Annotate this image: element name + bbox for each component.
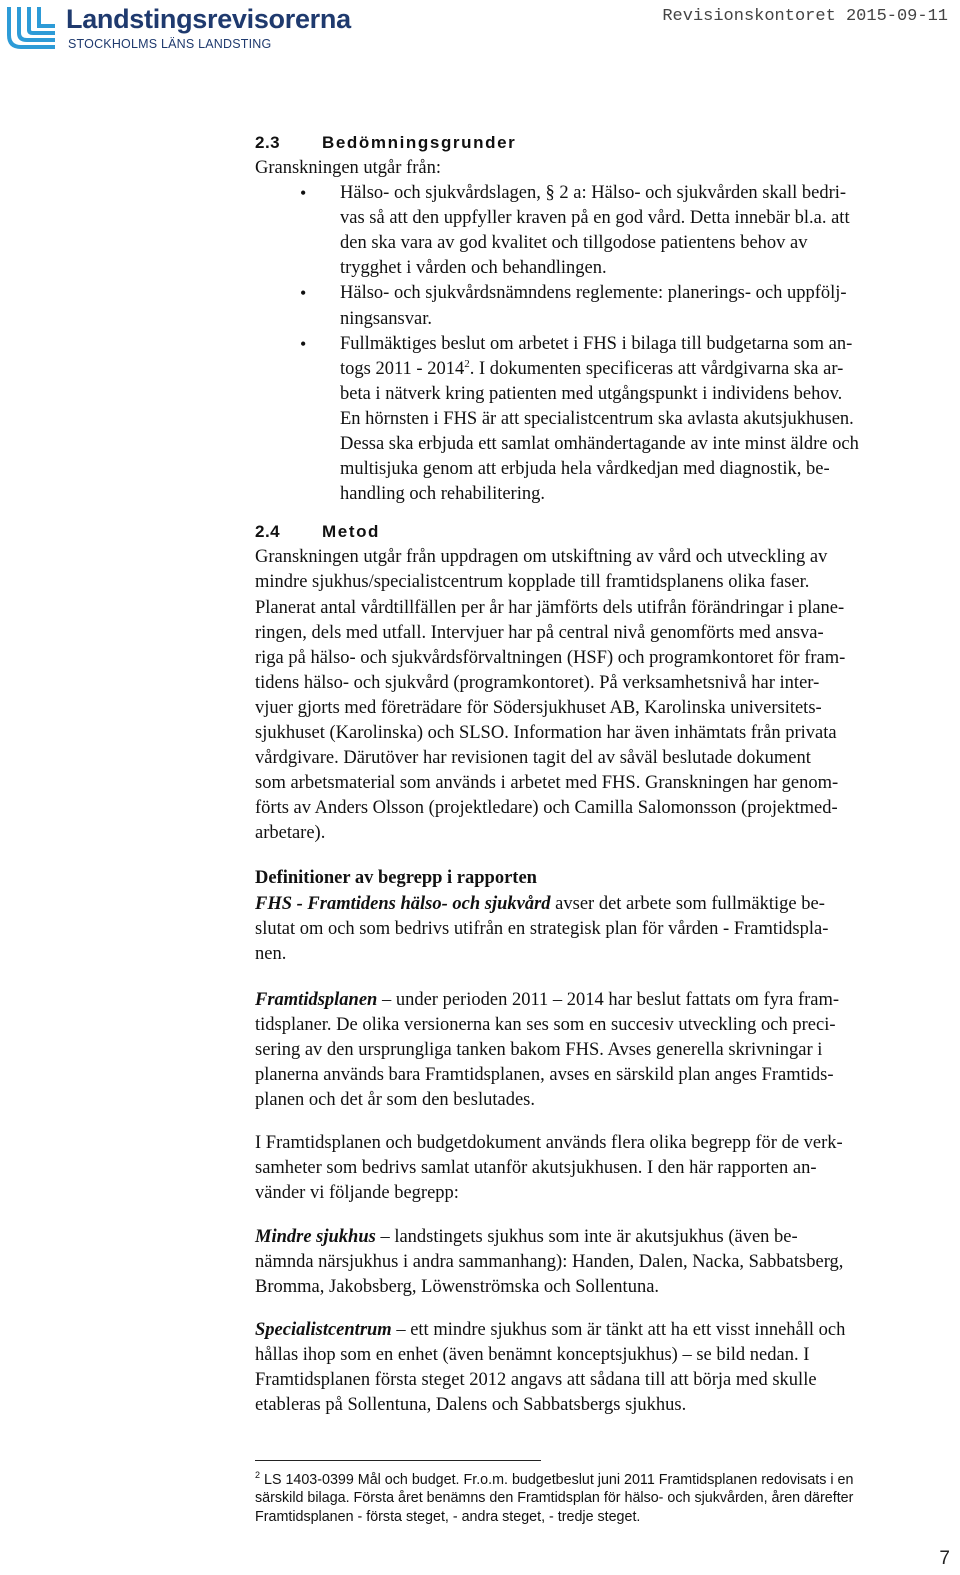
definition-term: Mindre sjukhus [255, 1226, 376, 1247]
definition-term: FHS - Framtidens hälso- och sjukvård [255, 893, 551, 914]
list-item: • Hälso- och sjukvårdsnämndens reglemente: planerings- och uppfölj- ningsansvar. [255, 281, 955, 331]
footnote-divider [255, 1460, 541, 1461]
section-title: Metod [322, 522, 381, 542]
criteria-list [255, 181, 955, 507]
list-item: • Fullmäktiges beslut om arbetet i FHS i bilaga till budgetarna som an- togs 2011 - 2014$^2$. I dokumenten specificeras att vårdgivarna ska ar- beta i nätverk kring patienten med utgångspunkt i individens behov. En hörnsten i FHS är att specialistcentrum ska avlasta akutsjukhusen. Dessa ska erbjuda ett samlat omhändertagande av inte minst äldre och multisjuka genom att erbjuda hela vårdkedjan med diagnostik, be- handling och rehabilitering. [255, 332, 955, 508]
section-2-3-heading [255, 130, 955, 156]
list-item: • Hälso- och sjukvårdslagen, § 2 a: Hälso- och sjukvården skall bedri- vas så att den uppfyller kraven på en god vård. Detta innebär bl.a. att den ska vara av god kvalitet och tillgodose patientens behov av trygghet i vården och behandlingen. [255, 181, 955, 281]
definitions-heading: Definitioner av begrepp i rapporten [255, 868, 537, 889]
footnote: $^2$ LS 1403-0399 Mål och budget. Fr.o.m. budgetbeslut juni 2011 Framtidsplanen redovisats i en särskild bilaga. Första året benämns den Framtidsplan för hälso- och sjukvården, åren därefter Framtidsplanen - första steget, - andra steget, - tredje steget. [255, 1470, 854, 1525]
definition-term: Specialistcentrum [255, 1319, 392, 1340]
page-number: 7 [939, 1548, 950, 1569]
section-2-4-heading [255, 519, 955, 545]
definition-fhs: FHS - Framtidens hälso- och sjukvård avser det arbete som fullmäktige be- slutat om och som bedrivs utifrån en strategisk plan för vården - Framtidspla- nen. [255, 893, 829, 964]
header-office-date: Revisionskontoret 2015-09-11 [662, 7, 948, 26]
definition-term: Framtidsplanen [255, 989, 378, 1010]
footnote-reference[interactable]: 2 [464, 357, 470, 370]
definitions-intro-paragraph: I Framtidsplanen och budgetdokument används flera olika begrepp för de verk- samheter som bedrivs samlat utanför akutsjukhusen. I den här rapporten an- vänder vi följande begrepp: [255, 1133, 843, 1204]
method-paragraph: Granskningen utgår från uppdragen om utskiftning av vård och utveckling av mindre sjukhus/specialistcentrum kopplade till framtidsplanens olika faser. Planerat antal vårdtillfällen per år har jämförts dels utifrån förändringar i plane- ringen, dels med utfall. Intervjuer har på central nivå genomförts med ansva- riga på hälso- och sjukvårdsförvaltningen (HSF) och programkontoret för fram- tidens hälso- och sjukvård (programkontoret). På verksamhetsnivå har inter- vjuer gjorts med företrädare för Södersjukhuset AB, Karolinska universitets- sjukhuset (Karolinska) och SLSO. Information har även inhämtats från privata vårdgivare. Därutöver har revisionen tagit del av såväl beslutade dokument som arbetsmaterial som används i arbetet med FHS. Granskningen har genom- förts av Anders Olsson (projektledare) och Camilla Salomonsson (projektmed- arbetare). [255, 547, 846, 844]
page-content [255, 130, 955, 1418]
logo-subtitle: STOCKHOLMS LÄNS LANDSTING [68, 37, 272, 51]
footnote-number: 2 [255, 1470, 261, 1480]
definition-framtidsplanen: Framtidsplanen – under perioden 2011 – 2014 har beslut fattats om fyra fram- tidsplaner. De olika versionerna kan ses som en succesiv utveckling och preci- sering av den ursprungliga tanken bakom FHS. Avses generella skrivningar i planerna används bara Framtidsplanen, avses en särskild plan anges Framtids- planen och det år som den beslutades. [255, 989, 840, 1111]
definition-mindre-sjukhus: Mindre sjukhus – landstingets sjukhus som inte är akutsjukhus (även be- nämnda närsjukhus i andra sammanhang): Handen, Dalen, Nacka, Sabbatsberg, Bromma, Jakobsberg, Löwenströmska och Sollentuna. [255, 1226, 844, 1297]
section-title: Bedömningsgrunder [322, 133, 517, 152]
definition-specialistcentrum: Specialistcentrum – ett mindre sjukhus som är tänkt att ha ett visst innehåll och hållas ihop som en enhet (även benämnt konceptsjukhus) – se bild nedan. I Framtidsplanen första steget 2012 angavs att sådana till att börja med skulle etableras på Sollentuna, Dalens och Sabbatsbergs sjukhus. [255, 1319, 846, 1416]
section-2-3-intro: Granskningen utgår från: [255, 158, 441, 178]
logo-wordmark: Landstingsrevisorerna [66, 4, 351, 34]
landstinget-logo-icon [5, 5, 59, 51]
page-header [0, 0, 960, 60]
section-number: 2.3 [255, 133, 281, 152]
section-number: 2.4 [255, 522, 281, 542]
